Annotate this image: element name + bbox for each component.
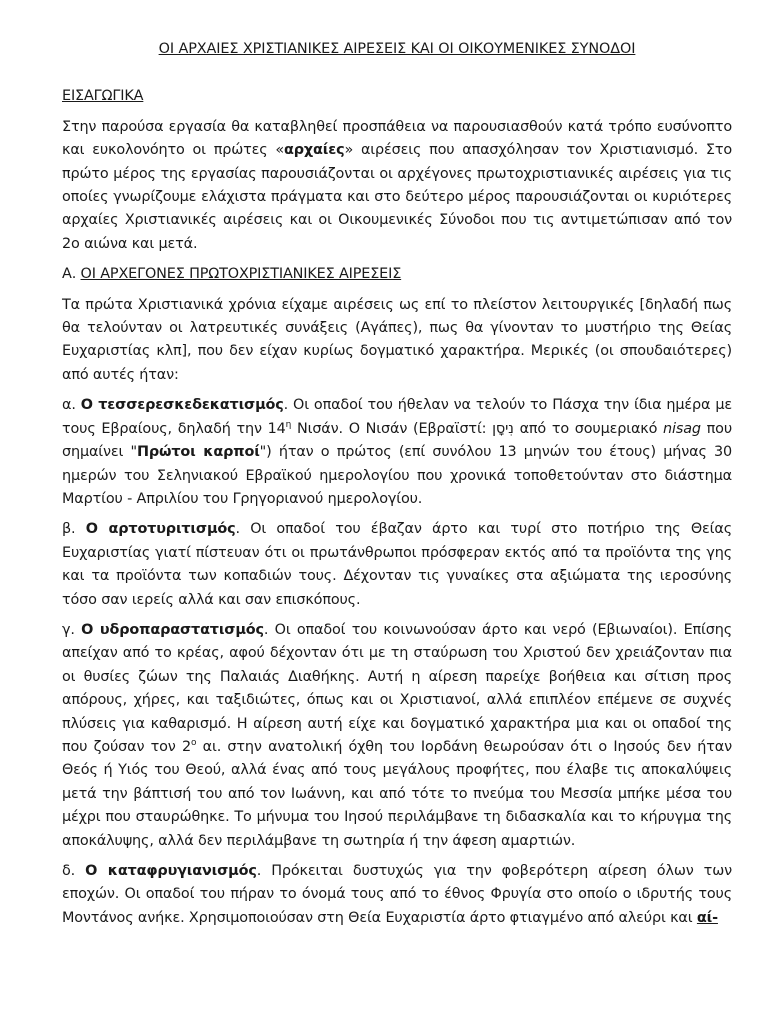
intro-heading: ΕΙΣΑΓΩΓΙΚΑ: [62, 88, 144, 105]
item-alpha-text-3: από το σουμεριακό: [513, 420, 664, 437]
item-beta-letter: β.: [62, 521, 86, 538]
intro-paragraph: [62, 116, 732, 256]
item-alpha-italic: nisag: [663, 420, 701, 437]
intro-text-1: Στην παρούσα εργασία θα καταβληθεί προσπάθεια να παρουσιασθούν κατά τρόπο ευσύνοπτο και ευκολονόητο οι πρώτες «: [62, 118, 732, 159]
intro-heading-line: [62, 85, 732, 108]
item-gamma-name: Ο υδροπαραστατισμός: [81, 621, 264, 638]
item-alpha-text-5: ") ήταν ο πρώτος (επί συνόλου 13 μηνών του έτους) μήνας 30 ημερών του Σεληνιακού Εβραϊκού ημερολογίου που χρονικά τοποθετούνταν στο διάστημα Μαρτίου - Απριλίου του Γρηγοριανού ημερολογίου.: [62, 444, 732, 507]
section-a-intro: Τα πρώτα Χριστιανικά χρόνια είχαμε αιρέσεις ως επί το πλείστον λειτουργικές [δηλαδή πως θα τελούνταν οι λατρευτικές συνάξεις (Αγάπες), πως θα γίνονταν το μυστήριο της Θείας Ευχαριστίας κλπ], που δεν είχαν κυρίως δογματικό χαρακτήρα. Μερικές (οι σπουδαιότερες) από αυτές ήταν:: [62, 296, 732, 383]
item-alpha-text-4: που σημαίνει ": [62, 420, 732, 461]
item-alpha-hebrew: נִיסָן: [492, 420, 514, 437]
intro-text-2: » αιρέσεις που απασχόλησαν τον Χριστιανισμό. Στο πρώτο μέρος της εργασίας παρουσιάζονται οι αρχέγονες πρωτοχριστιανικές αιρέσεις για τις οποίες γνωρίζουμε ελάχιστα πράγματα και στο δεύτερο μέρος παρουσιάζονται οι κυριότερες αρχαίες Χριστιανικές αιρέσεις και οι Οικουμενικές Σύνοδοι που τις αντιμετώπισαν από τον 2ο αιώνα και μετά.: [62, 142, 732, 252]
item-alpha-letter: α.: [62, 397, 81, 414]
item-delta-text: . Πρόκειται δυστυχώς για την φοβερότερη αίρεση όλων των εποχών. Οι οπαδοί του πήραν το όνομά τους από το έθνος Φρυγία στο οποίο ο ιδρυτής τους Μοντάνος ανήκε. Χρησιμοποιούσαν στη Θεία Ευχαριστία άρτο φτιαγμένο από αλεύρι και: [62, 863, 732, 926]
section-a-heading: ΟΙ ΑΡΧΕΓΟΝΕΣ ΠΡΩΤΟΧΡΙΣΤΙΑΝΙΚΕΣ ΑΙΡΕΣΕΙΣ: [80, 266, 402, 283]
item-delta: [62, 860, 732, 930]
item-alpha-sup: η: [285, 419, 292, 430]
item-beta-name: Ο αρτοτυριτισμός: [85, 521, 236, 538]
item-delta-letter: δ.: [62, 863, 86, 879]
document-page: [62, 38, 732, 937]
intro-bold-word: αρχαίες: [284, 142, 345, 159]
item-beta-text: . Οι οπαδοί του έβαζαν άρτο και τυρί στο ποτήριο της Θείας Ευχαριστίας γιατί πίστευαν ότι οι πρωτάνθρωποι πρόσφεραν εκτός από τα προϊόντα της γης και τα προϊόντα των κοπαδιών τους. Δέχονταν τις γυναίκες στα αξιώματα της ιεροσύνης τόσο σαν ιερείς αλλά και σαν επισκόπους.: [62, 521, 732, 608]
item-delta-tail: αί-: [696, 909, 718, 926]
item-delta-name: Ο καταφρυγιανισμός: [85, 863, 257, 879]
item-alpha-bold-quote: Πρώτοι καρποί: [136, 444, 260, 461]
section-a-heading-line: [62, 263, 732, 286]
item-alpha-text-1: . Οι οπαδοί του ήθελαν να τελούν το Πάσχα την ίδια ημέρα με τους Εβραίους, δηλαδή την 14: [62, 397, 732, 437]
document-title: ΟΙ ΑΡΧΑΙΕΣ ΧΡΙΣΤΙΑΝΙΚΕΣ ΑΙΡΕΣΕΙΣ ΚΑΙ ΟΙ ΟΙΚΟΥΜΕΝΙΚΕΣ ΣΥΝΟΔΟΙ: [158, 41, 636, 57]
item-gamma-sup: ο: [191, 738, 197, 749]
item-gamma-text-2: αι. στην ανατολική όχθη του Ιορδάνη θεωρούσαν ότι ο Ιησούς δεν ήταν Θεός ή Υιός του Θεού, αλλά ένας από τους μεγάλους προφήτες, που έλαβε τις αποκαλύψεις μετά την βάπτισή του από τον Ιωάννη, και από τότε το πνεύμα του Μεσσία μπήκε μέσα του μέχρι που σταυρώθηκε. Το μήνυμα του Ιησού περιλάμβανε τη διδασκαλία και το κήρυγμα της αποκάλυψης, αλλά δεν περιλάμβανε τη σωτηρία ή την άφεση αμαρτιών.: [62, 738, 732, 849]
item-beta: [62, 518, 732, 612]
item-alpha: [62, 394, 732, 511]
item-alpha-text-2: Νισάν. Ο Νισάν (Εβραϊστί:: [291, 420, 493, 437]
section-a-prefix: Α.: [62, 266, 81, 283]
item-gamma-text-1: . Οι οπαδοί του κοινωνούσαν άρτο και νερό (Εβιωναίοι). Επίσης απείχαν από το κρέας, αφού δέχονταν ότι με τη σταύρωση του Χριστού δεν χρειάζονταν πια οι θυσίες ζώων της Παλαιάς Διαθήκης. Αυτή η αίρεση παρείχε βοήθεια και σίτιση προς απόρους, χήρες, και ταξιδιώτες, όπως και οι Χριστιανοί, αλλά επιπλέον επέμενε σε συχνές πλύσεις για καθαρισμό. Η αίρεση αυτή είχε και δογματικό χαρακτήρα μια και οι οπαδοί της που ζούσαν τον 2: [62, 621, 733, 755]
item-gamma-letter: γ.: [62, 621, 82, 638]
item-gamma: [62, 619, 732, 853]
item-alpha-name: Ο τεσσερεσκεδεκατισμός: [80, 397, 284, 414]
